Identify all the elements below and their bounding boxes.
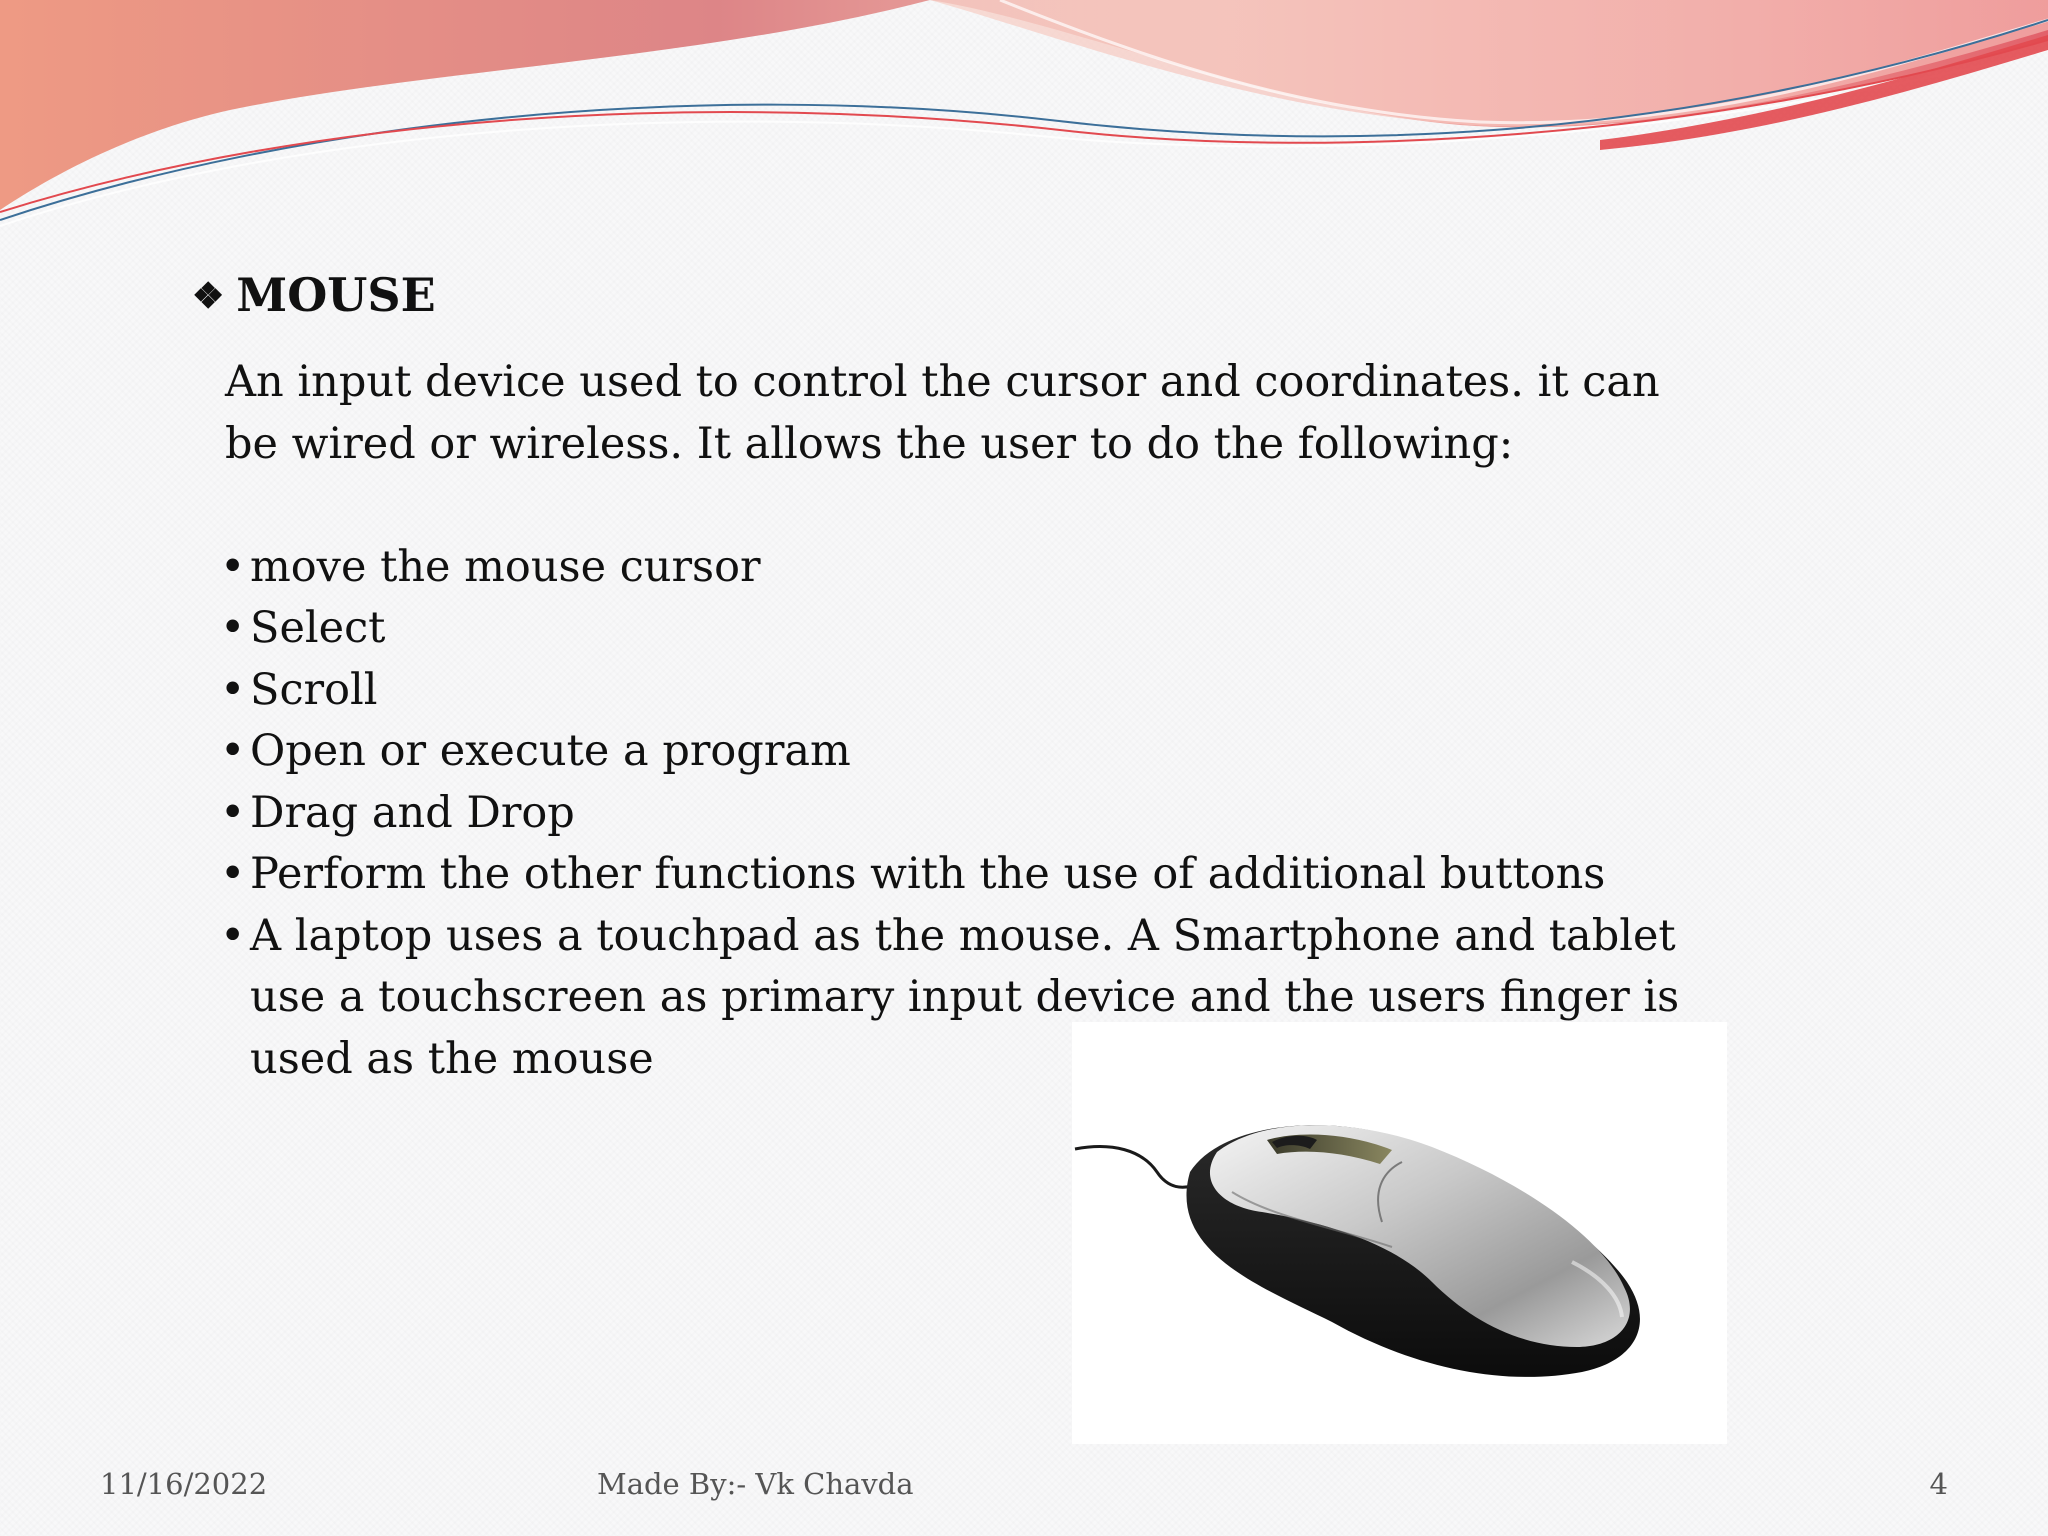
four-diamond-icon: ❖: [192, 275, 225, 317]
bullet-item: • Select: [220, 598, 1705, 660]
slide-body: [225, 352, 1705, 1090]
bullet-item: • Drag and Drop: [220, 783, 1705, 845]
bullet-item: • Perform the other functions with the use of additional buttons: [220, 844, 1705, 906]
footer-author: Made By:- Vk Chavda: [597, 1467, 914, 1501]
bullet-list: [225, 537, 1705, 1091]
bullet-item: • Open or execute a program: [220, 721, 1705, 783]
page-number: 4: [1929, 1467, 1948, 1501]
heading-text: MOUSE: [236, 268, 436, 322]
footer-date: 11/16/2022: [100, 1467, 268, 1501]
paragraph-spacer: [225, 475, 1705, 537]
intro-line-1: An input device used to control the cursor and coordinates. it can: [225, 357, 1660, 407]
computer-mouse-icon: [1072, 1022, 1727, 1444]
bullet-item: • move the mouse cursor: [220, 537, 1705, 599]
header-wave-decoration: [0, 0, 2048, 240]
intro-line-2: be wired or wireless. It allows the user to do the following:: [225, 418, 1514, 469]
computer-mouse-image: [1072, 1022, 1727, 1444]
slide-heading: [192, 265, 436, 326]
bullet-item: • A laptop uses a touchpad as the mouse. A Smartphone and tablet use a touchscreen as primary input device and the users finger is used as the mouse: [220, 906, 1705, 1091]
bullet-item: • Scroll: [220, 660, 1705, 722]
